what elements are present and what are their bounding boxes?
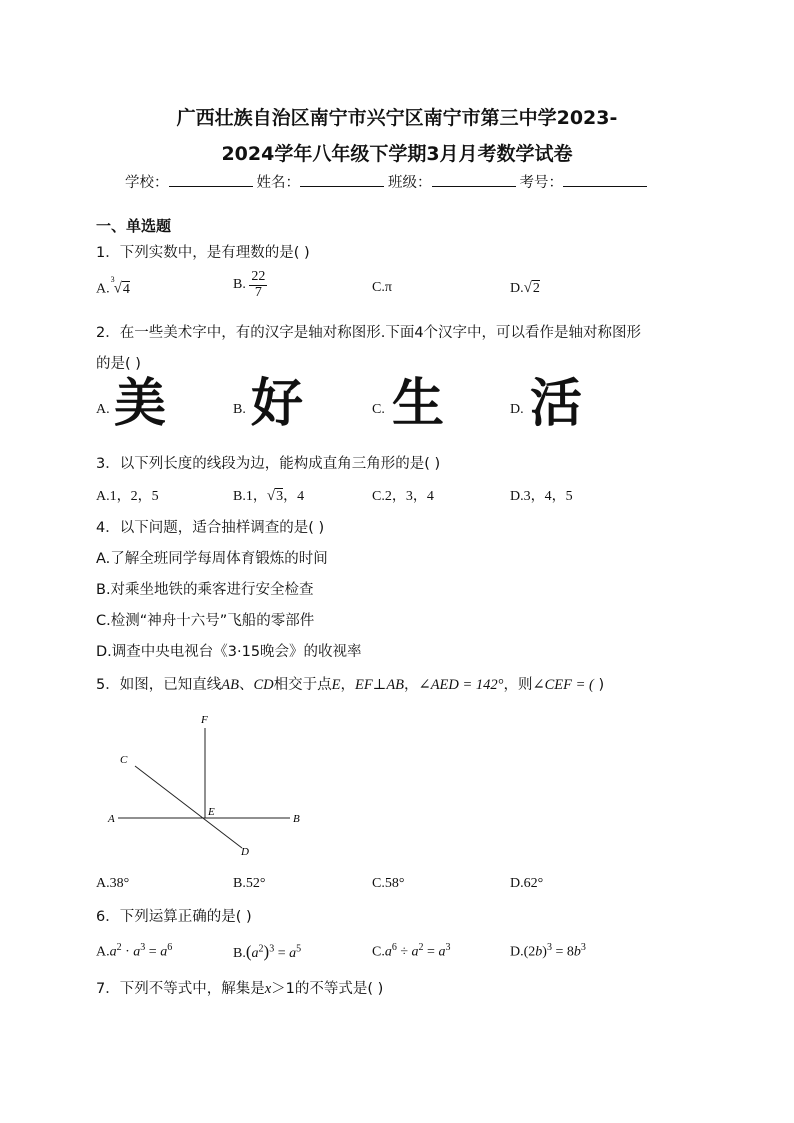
q3-option-b: B.1，√3，4: [233, 488, 305, 504]
label-f: F: [201, 714, 208, 726]
q4-option-d: D.调查中央电视台《3·15晚会》的收视率: [96, 644, 362, 660]
q4-option-c: C.检测“神舟十六号”飞船的零部件: [96, 613, 315, 629]
exam-title-line2: 2024学年八年级下学期3月月考数学试卷: [221, 143, 573, 165]
q1-option-d: D.√2: [510, 280, 540, 296]
q6-option-a: $A.a^2 \cdot a^3 = a^6$: [96, 942, 173, 960]
q5-option-c: C.58°: [372, 876, 405, 891]
q2-option-a-label: A.: [96, 402, 110, 417]
label-d: D: [241, 846, 249, 858]
q3-option-d: D.3，4，5: [510, 489, 573, 504]
q6-option-b: $B.(a^2)^3 = a^5$: [233, 942, 302, 961]
fraction: $\frac{22}{7}$: [251, 269, 266, 300]
q4-option-b: B.对乘坐地铁的乘客进行安全检查: [96, 582, 314, 598]
q2-option-b-label: B.: [233, 402, 246, 417]
q2-option-d-char: 活: [530, 374, 583, 434]
q1-option-c: C.π: [372, 280, 392, 295]
q5-option-d: D.62°: [510, 876, 544, 891]
school-label: 学校：: [125, 175, 169, 191]
q3-option-a: A.1，2，5: [96, 489, 159, 504]
q2-option-a-char: 美: [114, 374, 167, 434]
q2-stem-line2: 的是( ): [96, 356, 141, 372]
student-info-line: [125, 171, 651, 192]
q5-option-a: A.38°: [96, 876, 130, 891]
label-e: E: [208, 806, 215, 818]
line-cd: [135, 766, 242, 848]
q2-stem-line1: 2．在一些美术字中，有的汉字是轴对称图形.下面4个汉字中，可以看作是轴对称图形: [96, 325, 642, 341]
q5-stem: 5．如图，已知直线AB、CD相交于点E，EF⊥AB，∠AED = 142°，则∠CEF = ( ): [96, 677, 605, 693]
label-c: C: [120, 754, 128, 766]
q5-geometry-figure: [100, 708, 320, 868]
q1-option-a: A.$^3$√4: [96, 275, 130, 297]
q4-stem: 4．以下问题，适合抽样调查的是( ): [96, 520, 325, 536]
q3-stem: 3．以下列长度的线段为边，能构成直角三角形的是( ): [96, 456, 441, 472]
name-field[interactable]: [300, 173, 384, 187]
q5-option-b: B.52°: [233, 876, 266, 891]
label-a: A: [108, 813, 115, 825]
school-field[interactable]: [169, 173, 253, 187]
exam-title-line1: 广西壮族自治区南宁市兴宁区南宁市第三中学2023-: [176, 107, 618, 129]
q6-option-d: $D.(2b)^3 = 8b^3$: [510, 942, 586, 960]
q2-option-d-label: D.: [510, 402, 524, 417]
q1-stem: 1．下列实数中，是有理数的是( ): [96, 245, 310, 261]
q2-option-c-label: C.: [372, 402, 385, 417]
number-field[interactable]: [563, 173, 647, 187]
q7-stem: 7．下列不等式中，解集是x＞1的不等式是( ): [96, 981, 384, 997]
q4-option-a: A.了解全班同学每周体育锻炼的时间: [96, 551, 328, 567]
name-label: 姓名：: [256, 175, 300, 191]
q2-option-c-char: 生: [392, 374, 445, 434]
label-b: B: [293, 813, 300, 825]
q2-option-b-char: 好: [251, 374, 304, 434]
q1-option-b: B. $\frac{22}{7}$: [233, 269, 266, 300]
class-label: 班级：: [388, 175, 432, 191]
q3-option-c: C.2，3，4: [372, 489, 434, 504]
section-heading: 一、单选题: [96, 217, 172, 235]
class-field[interactable]: [432, 173, 516, 187]
q6-option-c: $C.a^6 \div a^2 = a^3$: [372, 942, 451, 960]
number-label: 考号：: [519, 175, 563, 191]
q6-stem: 6．下列运算正确的是( ): [96, 909, 252, 925]
